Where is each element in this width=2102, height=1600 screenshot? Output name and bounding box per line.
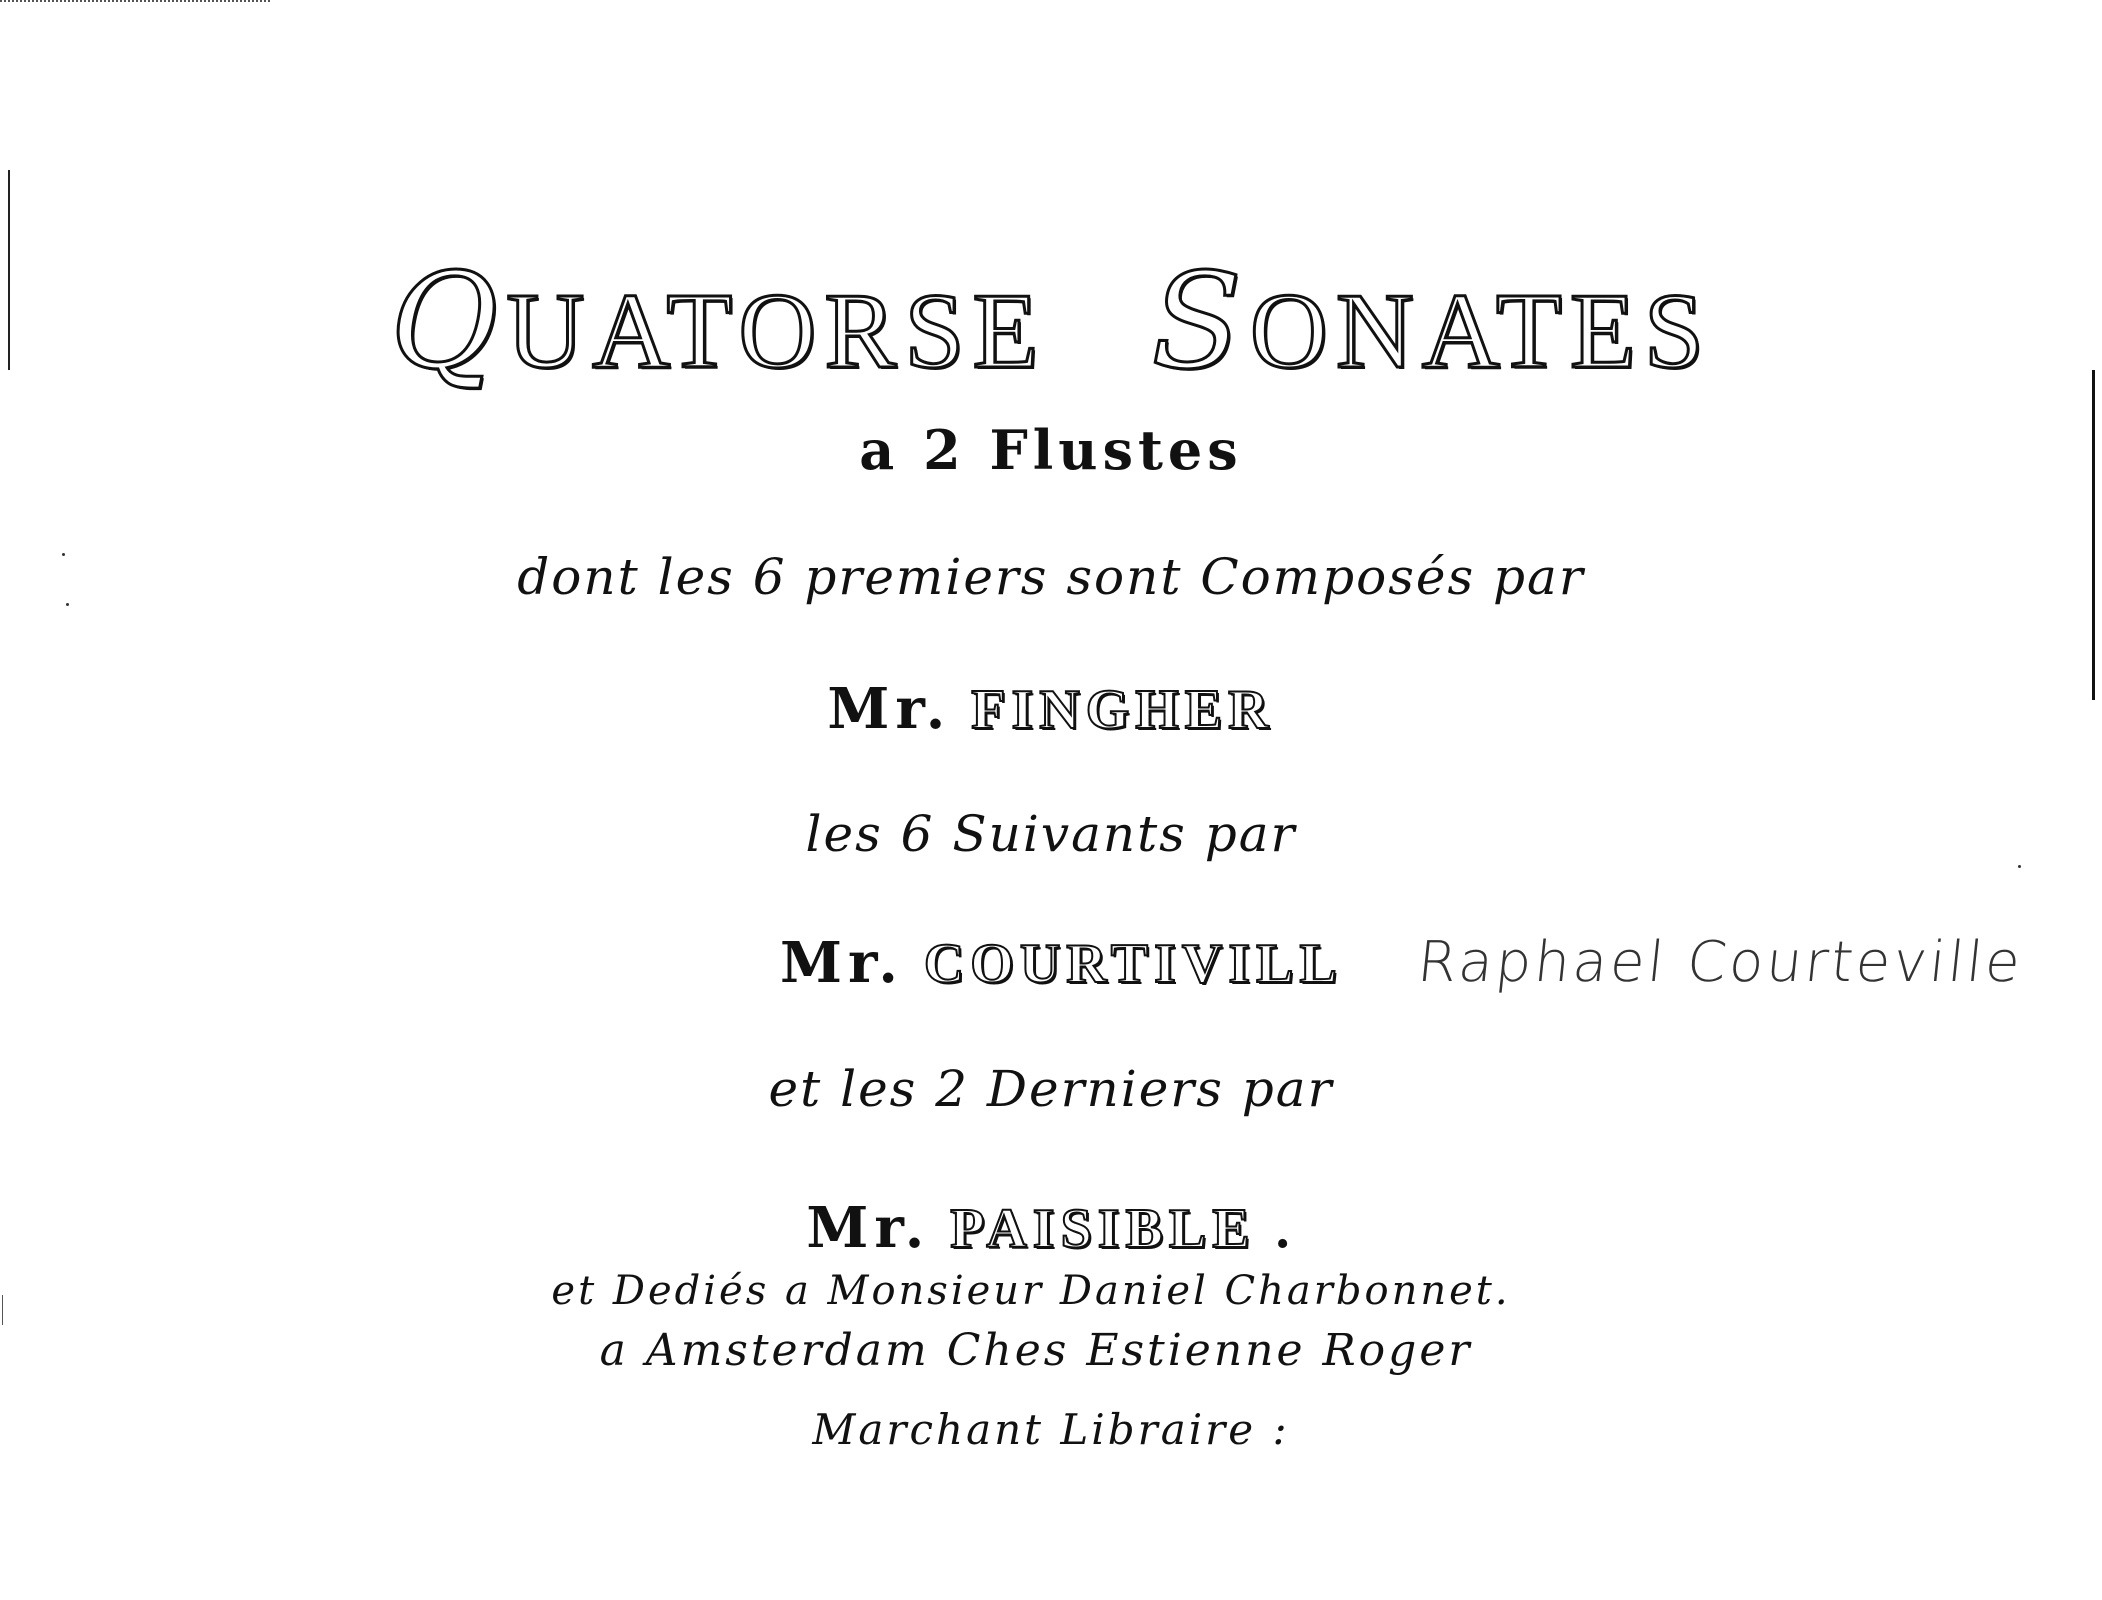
composer-2-prefix: Mr.: [780, 930, 904, 996]
composer-3-name: PAISIBLE: [950, 1198, 1256, 1260]
title-initial-q: Q: [390, 245, 507, 399]
publisher-line: a Amsterdam Ches Estienne Roger: [599, 1325, 1473, 1376]
scan-speck: [2018, 865, 2021, 868]
main-title: [0, 245, 2102, 399]
title-initial-s: S: [1151, 245, 1250, 399]
composer-fingher: [0, 676, 2102, 742]
composer-1-prefix: Mr.: [827, 676, 952, 742]
third-composer-intro: et les 2 Derniers par: [768, 1060, 1334, 1118]
handwritten-annotation: Raphael Courteville: [1414, 930, 2027, 995]
title-word-1-rest: UATORSE: [506, 272, 1047, 391]
first-composer-intro: dont les 6 premiers sont Composés par: [517, 548, 1585, 606]
composer-3-prefix: Mr.: [806, 1195, 931, 1261]
publisher-trade-line: Marchant Libraire :: [812, 1405, 1290, 1454]
dedication-line: et Dediés a Monsieur Daniel Charbonnet.: [551, 1268, 1511, 1314]
composer-3-suffix: .: [1275, 1198, 1296, 1260]
subtitle-instrumentation: a 2 Flustes: [859, 418, 1243, 482]
title-word-2-rest: ONATES: [1249, 272, 1712, 391]
composer-1-name: FINGHER: [971, 679, 1275, 741]
scan-edge-dash: [0, 0, 270, 2]
second-composer-intro: les 6 Suivants par: [805, 805, 1297, 863]
composer-2-name: COURTIVILL: [923, 933, 1343, 995]
composer-paisible: [0, 1195, 2102, 1261]
